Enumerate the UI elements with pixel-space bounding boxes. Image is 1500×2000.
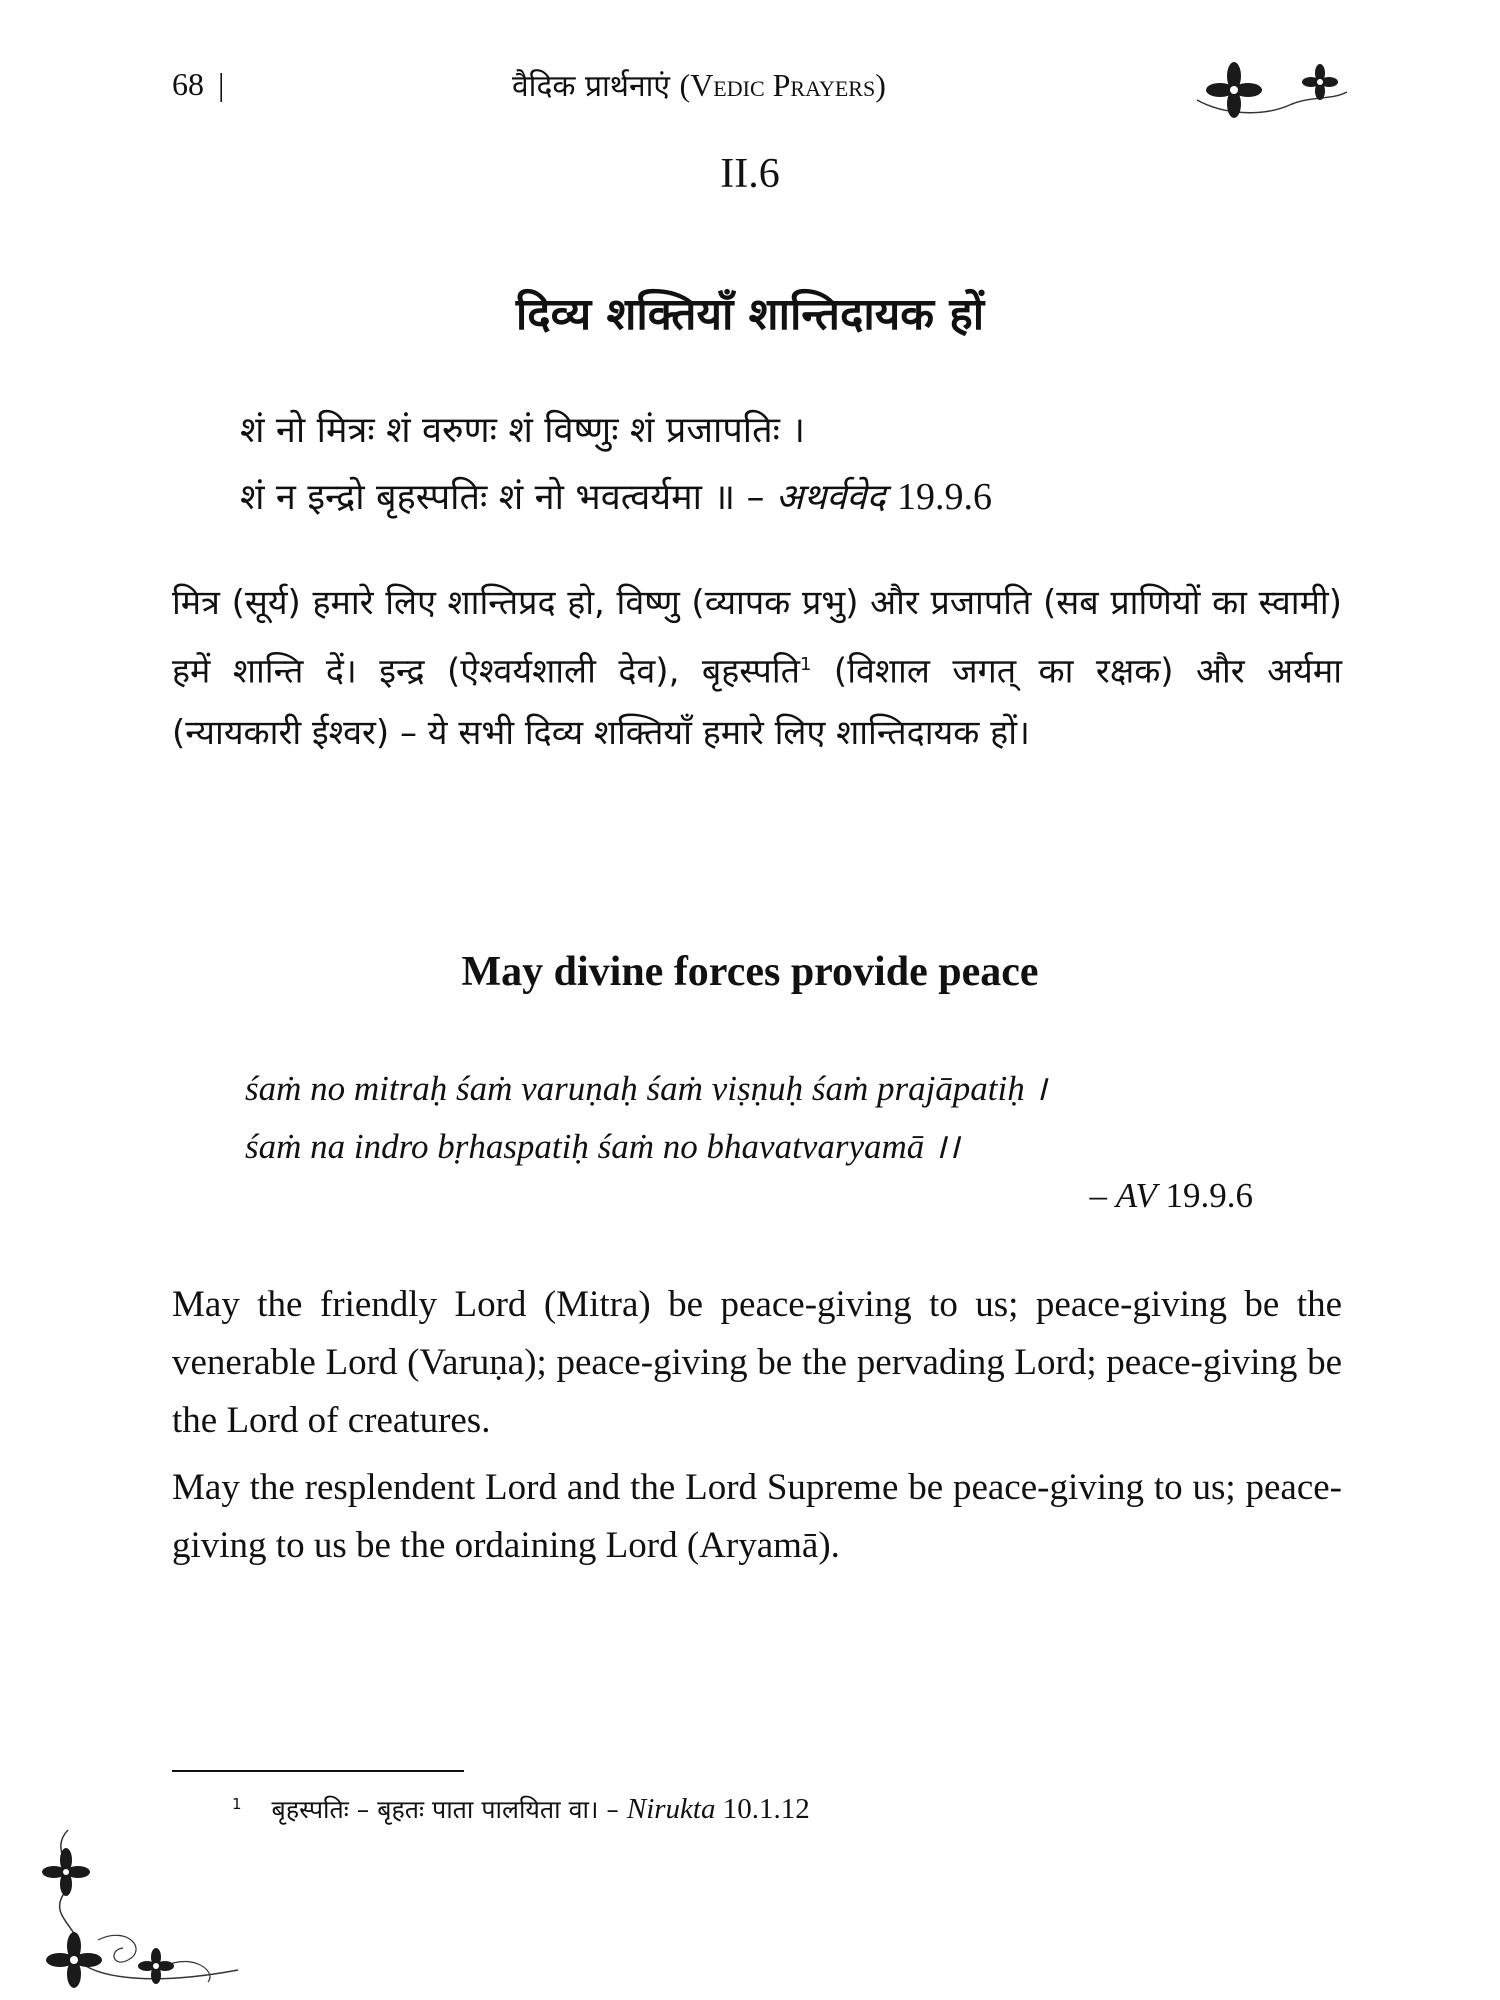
english-title: May divine forces provide peace [461, 949, 1039, 995]
english-paragraph-2: May the resplendent Lord and the Lord Supreme be peace-giving to us; peace-giving to us be the ordaining Lord (Aryamā). [172, 1467, 1342, 1566]
page-header [172, 62, 1352, 122]
mantra-transliteration [245, 1060, 1255, 1176]
footnote [232, 1792, 1332, 1826]
hindi-translation-part-b: (विशाल जगत् का रक्षक) और अर्यमा (न्यायकारी ईश्वर) – ये सभी दिव्य शक्तियाँ हमारे लिए शान्तिदायक हों। [172, 651, 1342, 754]
mantra-devanagari [240, 398, 1360, 531]
translit-ref-num: 19.9.6 [1156, 1176, 1253, 1215]
footnote-marker: 1 [232, 1794, 242, 1813]
transliteration-reference [245, 1176, 1253, 1216]
running-title-english: (Vedic Prayers) [679, 67, 886, 103]
hindi-translation [172, 572, 1342, 764]
translit-line-1: śaṁ no mitraḥ śaṁ varuṇaḥ śaṁ viṣṇuḥ śaṁ prajāpatiḥ । [245, 1069, 1047, 1108]
mantra-line-1: शं नो मित्रः शं वरुणः शं विष्णुः शं प्रजापतिः । [240, 410, 806, 451]
mantra-source-number: 19.9.6 [897, 476, 993, 518]
running-title [512, 64, 886, 105]
floral-flourish-icon [1192, 52, 1352, 122]
footnote-ref: 10.1.12 [715, 1793, 810, 1825]
floral-flourish-icon [38, 1820, 248, 1990]
mantra-source: अथर्ववेद [775, 477, 886, 518]
translit-line-2: śaṁ na indro bṛhaspatiḥ śaṁ no bhavatvaryamā ।। [245, 1127, 960, 1166]
footnote-rule [172, 1770, 464, 1772]
mantra-line-2-text: शं न इन्द्रो बृहस्पतिः शं नो भवत्वर्यमा ॥ – [240, 477, 765, 518]
page-number [172, 66, 224, 103]
mantra-line-2 [240, 464, 1360, 531]
hindi-translation-part-a: मित्र (सूर्य) हमारे लिए शान्तिप्रद हो, विष्णु (व्यापक प्रभु) और प्रजापति (सब प्राणियों का स्वामी) हमें शान्ति दें। इन्द्र (ऐश्वर्यशाली देव), बृहस्पति [172, 583, 1342, 692]
page-number-value: 68 [172, 66, 204, 102]
translit-ref-av: AV [1115, 1176, 1157, 1215]
footnote-source: Nirukta [626, 1793, 716, 1825]
footnote-reference[interactable]: 1 [800, 654, 812, 675]
translit-ref-dash: – [1089, 1176, 1116, 1215]
english-paragraph-1: May the friendly Lord (Mitra) be peace-giving to us; peace-giving be the venerable Lord (Varuṇa); peace-giving be the pervading Lord; peace-giving be the Lord of creatures. [172, 1284, 1342, 1441]
hindi-title: दिव्य शक्तियाँ शान्तिदायक हों [515, 289, 985, 340]
running-title-hindi: वैदिक प्रार्थनाएं [512, 69, 670, 104]
footnote-text: बृहस्पतिः – बृहतः पाता पालयिता वा। – [271, 1795, 627, 1824]
header-separator: | [218, 66, 225, 102]
section-number: II.6 [720, 151, 780, 197]
